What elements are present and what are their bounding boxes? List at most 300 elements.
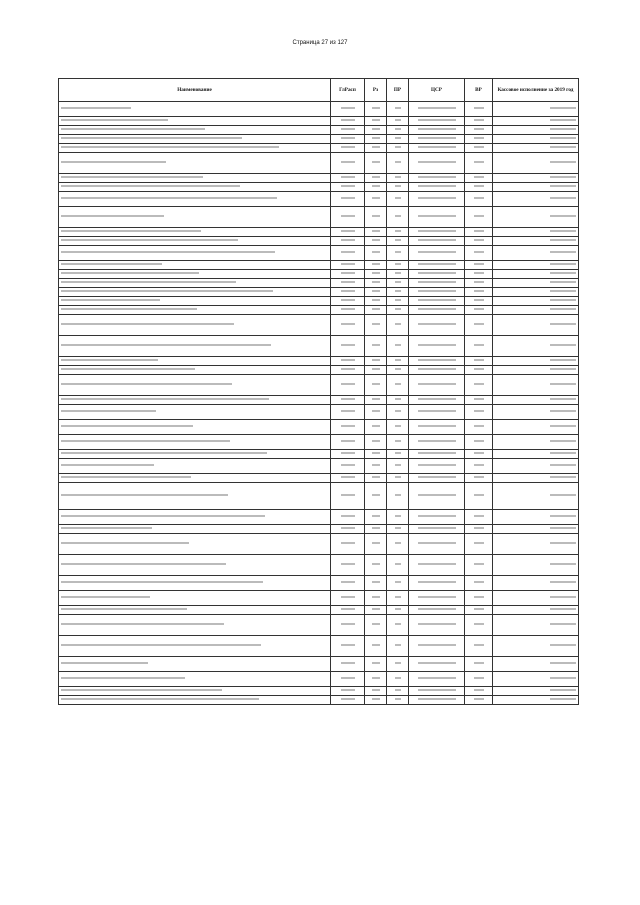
- unreadable-text: [61, 185, 240, 187]
- cell-code: [387, 636, 409, 657]
- cell-code: [365, 420, 387, 435]
- unreadable-text: [61, 689, 222, 691]
- table-row: [59, 144, 579, 153]
- unreadable-text: [372, 623, 380, 625]
- cell-code: [365, 261, 387, 270]
- col-header-csr: ЦСР: [409, 79, 465, 102]
- unreadable-text: [395, 608, 401, 610]
- unreadable-text: [341, 281, 355, 283]
- unreadable-text: [341, 515, 355, 517]
- cell-code: [465, 336, 493, 357]
- cell-code: [331, 450, 365, 459]
- unreadable-text: [341, 596, 355, 598]
- unreadable-text: [372, 581, 380, 583]
- unreadable-text: [341, 476, 355, 478]
- cell-code: [331, 228, 365, 237]
- unreadable-text: [550, 440, 576, 442]
- unreadable-text: [418, 464, 456, 466]
- cell-code: [409, 366, 465, 375]
- unreadable-text: [372, 542, 380, 544]
- unreadable-text: [474, 464, 484, 466]
- cell-code: [465, 315, 493, 336]
- unreadable-text: [395, 383, 401, 385]
- unreadable-text: [341, 425, 355, 427]
- cell-amount: [493, 459, 579, 474]
- cell-code: [409, 606, 465, 615]
- unreadable-text: [395, 440, 401, 442]
- cell-code: [409, 192, 465, 207]
- cell-code: [387, 297, 409, 306]
- unreadable-text: [474, 563, 484, 565]
- unreadable-text: [61, 146, 279, 148]
- unreadable-text: [550, 596, 576, 598]
- unreadable-text: [341, 623, 355, 625]
- cell-name: [59, 483, 331, 510]
- table-header-row: [59, 79, 579, 102]
- cell-code: [387, 696, 409, 705]
- cell-code: [365, 288, 387, 297]
- unreadable-text: [341, 563, 355, 565]
- unreadable-text: [372, 146, 380, 148]
- table-row: [59, 192, 579, 207]
- unreadable-text: [341, 128, 355, 130]
- cell-code: [365, 657, 387, 672]
- page-header: Страница 27 из 127: [292, 40, 348, 46]
- cell-name: [59, 450, 331, 459]
- cell-code: [409, 237, 465, 246]
- cell-code: [465, 687, 493, 696]
- cell-code: [365, 336, 387, 357]
- cell-code: [387, 144, 409, 153]
- unreadable-text: [372, 440, 380, 442]
- unreadable-text: [61, 527, 152, 529]
- unreadable-text: [550, 623, 576, 625]
- unreadable-text: [550, 185, 576, 187]
- cell-code: [465, 483, 493, 510]
- unreadable-text: [474, 494, 484, 496]
- unreadable-text: [474, 398, 484, 400]
- unreadable-text: [61, 563, 226, 565]
- cell-code: [365, 606, 387, 615]
- table-row: [59, 672, 579, 687]
- cell-code: [465, 306, 493, 315]
- unreadable-text: [474, 308, 484, 310]
- cell-code: [331, 261, 365, 270]
- cell-name: [59, 237, 331, 246]
- unreadable-text: [550, 272, 576, 274]
- cell-code: [365, 183, 387, 192]
- unreadable-text: [418, 383, 456, 385]
- unreadable-text: [395, 542, 401, 544]
- unreadable-text: [550, 359, 576, 361]
- unreadable-text: [341, 107, 355, 109]
- unreadable-text: [550, 677, 576, 679]
- unreadable-text: [395, 119, 401, 121]
- cell-code: [365, 474, 387, 483]
- table-row: [59, 297, 579, 306]
- table-row: [59, 153, 579, 174]
- unreadable-text: [372, 290, 380, 292]
- cell-code: [387, 228, 409, 237]
- unreadable-text: [474, 359, 484, 361]
- unreadable-text: [61, 230, 201, 232]
- cell-name: [59, 459, 331, 474]
- cell-amount: [493, 366, 579, 375]
- unreadable-text: [61, 119, 168, 121]
- cell-code: [409, 420, 465, 435]
- unreadable-text: [474, 542, 484, 544]
- unreadable-text: [474, 527, 484, 529]
- unreadable-text: [418, 596, 456, 598]
- cell-code: [465, 270, 493, 279]
- unreadable-text: [61, 440, 230, 442]
- cell-code: [331, 117, 365, 126]
- cell-code: [331, 357, 365, 366]
- cell-code: [465, 636, 493, 657]
- unreadable-text: [372, 128, 380, 130]
- cell-code: [387, 510, 409, 525]
- table-row: [59, 687, 579, 696]
- unreadable-text: [418, 263, 456, 265]
- cell-name: [59, 525, 331, 534]
- unreadable-text: [61, 197, 277, 199]
- cell-code: [409, 576, 465, 591]
- unreadable-text: [395, 128, 401, 130]
- cell-name: [59, 510, 331, 525]
- cell-code: [331, 636, 365, 657]
- cell-code: [365, 555, 387, 576]
- unreadable-text: [474, 344, 484, 346]
- unreadable-text: [341, 119, 355, 121]
- cell-name: [59, 183, 331, 192]
- cell-amount: [493, 555, 579, 576]
- cell-code: [331, 405, 365, 420]
- cell-code: [331, 396, 365, 405]
- unreadable-text: [395, 689, 401, 691]
- cell-code: [365, 102, 387, 117]
- cell-code: [465, 555, 493, 576]
- cell-amount: [493, 315, 579, 336]
- unreadable-text: [474, 185, 484, 187]
- unreadable-text: [61, 515, 265, 517]
- unreadable-text: [474, 161, 484, 163]
- cell-code: [365, 174, 387, 183]
- unreadable-text: [341, 383, 355, 385]
- cell-code: [331, 657, 365, 672]
- unreadable-text: [550, 644, 576, 646]
- unreadable-text: [61, 239, 238, 241]
- unreadable-text: [341, 581, 355, 583]
- unreadable-text: [61, 452, 267, 454]
- cell-code: [465, 591, 493, 606]
- unreadable-text: [395, 185, 401, 187]
- unreadable-text: [418, 563, 456, 565]
- unreadable-text: [418, 425, 456, 427]
- unreadable-text: [550, 344, 576, 346]
- unreadable-text: [341, 251, 355, 253]
- cell-name: [59, 534, 331, 555]
- unreadable-text: [61, 677, 185, 679]
- cell-code: [465, 357, 493, 366]
- unreadable-text: [341, 137, 355, 139]
- unreadable-text: [474, 290, 484, 292]
- unreadable-text: [61, 176, 203, 178]
- cell-code: [387, 687, 409, 696]
- col-header-vr: ВР: [465, 79, 493, 102]
- col-header-rz: Рз: [365, 79, 387, 102]
- cell-amount: [493, 405, 579, 420]
- cell-code: [465, 534, 493, 555]
- cell-code: [409, 228, 465, 237]
- cell-amount: [493, 525, 579, 534]
- unreadable-text: [550, 542, 576, 544]
- unreadable-text: [61, 161, 166, 163]
- cell-code: [365, 576, 387, 591]
- unreadable-text: [550, 425, 576, 427]
- cell-code: [409, 435, 465, 450]
- unreadable-text: [341, 494, 355, 496]
- cell-code: [365, 117, 387, 126]
- cell-code: [409, 117, 465, 126]
- cell-code: [409, 672, 465, 687]
- unreadable-text: [550, 452, 576, 454]
- table-row: [59, 357, 579, 366]
- cell-code: [387, 135, 409, 144]
- cell-code: [409, 510, 465, 525]
- cell-name: [59, 279, 331, 288]
- unreadable-text: [474, 272, 484, 274]
- cell-code: [387, 288, 409, 297]
- unreadable-text: [474, 368, 484, 370]
- cell-code: [331, 135, 365, 144]
- unreadable-text: [395, 476, 401, 478]
- cell-amount: [493, 375, 579, 396]
- cell-code: [387, 606, 409, 615]
- cell-amount: [493, 696, 579, 705]
- unreadable-text: [395, 644, 401, 646]
- unreadable-text: [550, 323, 576, 325]
- unreadable-text: [341, 176, 355, 178]
- cell-name: [59, 228, 331, 237]
- cell-code: [387, 270, 409, 279]
- unreadable-text: [61, 344, 271, 346]
- unreadable-text: [61, 128, 205, 130]
- cell-code: [331, 672, 365, 687]
- unreadable-text: [474, 146, 484, 148]
- unreadable-text: [372, 383, 380, 385]
- cell-code: [387, 555, 409, 576]
- table-row: [59, 183, 579, 192]
- unreadable-text: [550, 398, 576, 400]
- unreadable-text: [372, 215, 380, 217]
- unreadable-text: [418, 542, 456, 544]
- col-header-glrasp: ГлРасп: [331, 79, 365, 102]
- unreadable-text: [341, 689, 355, 691]
- cell-code: [465, 279, 493, 288]
- cell-code: [365, 435, 387, 450]
- unreadable-text: [474, 128, 484, 130]
- cell-amount: [493, 279, 579, 288]
- unreadable-text: [341, 161, 355, 163]
- cell-code: [409, 357, 465, 366]
- cell-code: [465, 207, 493, 228]
- unreadable-text: [61, 425, 193, 427]
- unreadable-text: [395, 146, 401, 148]
- unreadable-text: [474, 230, 484, 232]
- cell-name: [59, 246, 331, 261]
- cell-code: [465, 459, 493, 474]
- unreadable-text: [474, 215, 484, 217]
- cell-code: [465, 246, 493, 261]
- unreadable-text: [418, 308, 456, 310]
- cell-code: [365, 483, 387, 510]
- cell-code: [465, 396, 493, 405]
- unreadable-text: [550, 581, 576, 583]
- cell-code: [465, 435, 493, 450]
- unreadable-text: [341, 239, 355, 241]
- cell-code: [331, 474, 365, 483]
- cell-amount: [493, 261, 579, 270]
- cell-amount: [493, 117, 579, 126]
- unreadable-text: [474, 623, 484, 625]
- unreadable-text: [550, 527, 576, 529]
- cell-name: [59, 135, 331, 144]
- unreadable-text: [341, 452, 355, 454]
- cell-code: [409, 135, 465, 144]
- unreadable-text: [341, 230, 355, 232]
- cell-code: [365, 192, 387, 207]
- cell-name: [59, 576, 331, 591]
- cell-code: [387, 375, 409, 396]
- unreadable-text: [372, 527, 380, 529]
- cell-code: [331, 459, 365, 474]
- cell-code: [409, 306, 465, 315]
- unreadable-text: [550, 230, 576, 232]
- unreadable-text: [474, 107, 484, 109]
- cell-code: [365, 672, 387, 687]
- unreadable-text: [395, 308, 401, 310]
- unreadable-text: [474, 440, 484, 442]
- cell-code: [331, 279, 365, 288]
- unreadable-text: [341, 644, 355, 646]
- table-body: [59, 102, 579, 705]
- unreadable-text: [395, 515, 401, 517]
- unreadable-text: [395, 563, 401, 565]
- cell-code: [387, 483, 409, 510]
- cell-amount: [493, 144, 579, 153]
- unreadable-text: [418, 452, 456, 454]
- unreadable-text: [395, 623, 401, 625]
- cell-code: [387, 534, 409, 555]
- cell-amount: [493, 606, 579, 615]
- cell-amount: [493, 687, 579, 696]
- cell-code: [409, 183, 465, 192]
- cell-code: [409, 405, 465, 420]
- unreadable-text: [474, 662, 484, 664]
- cell-code: [387, 279, 409, 288]
- cell-name: [59, 591, 331, 606]
- cell-code: [365, 534, 387, 555]
- cell-name: [59, 405, 331, 420]
- unreadable-text: [61, 596, 150, 598]
- unreadable-text: [372, 677, 380, 679]
- unreadable-text: [418, 623, 456, 625]
- unreadable-text: [395, 596, 401, 598]
- cell-code: [465, 228, 493, 237]
- cell-code: [465, 135, 493, 144]
- unreadable-text: [372, 176, 380, 178]
- cell-code: [331, 174, 365, 183]
- unreadable-text: [372, 185, 380, 187]
- cell-code: [331, 366, 365, 375]
- unreadable-text: [550, 107, 576, 109]
- unreadable-text: [372, 494, 380, 496]
- unreadable-text: [418, 662, 456, 664]
- cell-amount: [493, 450, 579, 459]
- cell-amount: [493, 510, 579, 525]
- cell-code: [465, 576, 493, 591]
- unreadable-text: [61, 383, 232, 385]
- cell-amount: [493, 615, 579, 636]
- cell-code: [409, 615, 465, 636]
- unreadable-text: [395, 230, 401, 232]
- unreadable-text: [550, 299, 576, 301]
- unreadable-text: [372, 608, 380, 610]
- unreadable-text: [372, 368, 380, 370]
- unreadable-text: [474, 137, 484, 139]
- unreadable-text: [395, 176, 401, 178]
- cell-code: [387, 576, 409, 591]
- cell-code: [387, 591, 409, 606]
- cell-amount: [493, 102, 579, 117]
- cell-code: [409, 657, 465, 672]
- cell-code: [409, 534, 465, 555]
- cell-code: [465, 420, 493, 435]
- table-row: [59, 576, 579, 591]
- cell-amount: [493, 657, 579, 672]
- unreadable-text: [61, 581, 263, 583]
- unreadable-text: [418, 146, 456, 148]
- unreadable-text: [418, 476, 456, 478]
- unreadable-text: [418, 272, 456, 274]
- unreadable-text: [341, 464, 355, 466]
- unreadable-text: [341, 215, 355, 217]
- unreadable-text: [418, 677, 456, 679]
- table-row: [59, 483, 579, 510]
- table-row: [59, 420, 579, 435]
- table-row: [59, 228, 579, 237]
- cell-name: [59, 174, 331, 183]
- cell-code: [387, 672, 409, 687]
- unreadable-text: [418, 689, 456, 691]
- cell-code: [365, 153, 387, 174]
- cell-amount: [493, 297, 579, 306]
- cell-code: [365, 696, 387, 705]
- unreadable-text: [418, 107, 456, 109]
- unreadable-text: [395, 677, 401, 679]
- unreadable-text: [418, 239, 456, 241]
- cell-code: [331, 534, 365, 555]
- cell-name: [59, 615, 331, 636]
- unreadable-text: [550, 608, 576, 610]
- unreadable-text: [474, 299, 484, 301]
- cell-code: [465, 237, 493, 246]
- cell-code: [409, 336, 465, 357]
- cell-amount: [493, 336, 579, 357]
- cell-amount: [493, 306, 579, 315]
- cell-code: [465, 657, 493, 672]
- unreadable-text: [372, 425, 380, 427]
